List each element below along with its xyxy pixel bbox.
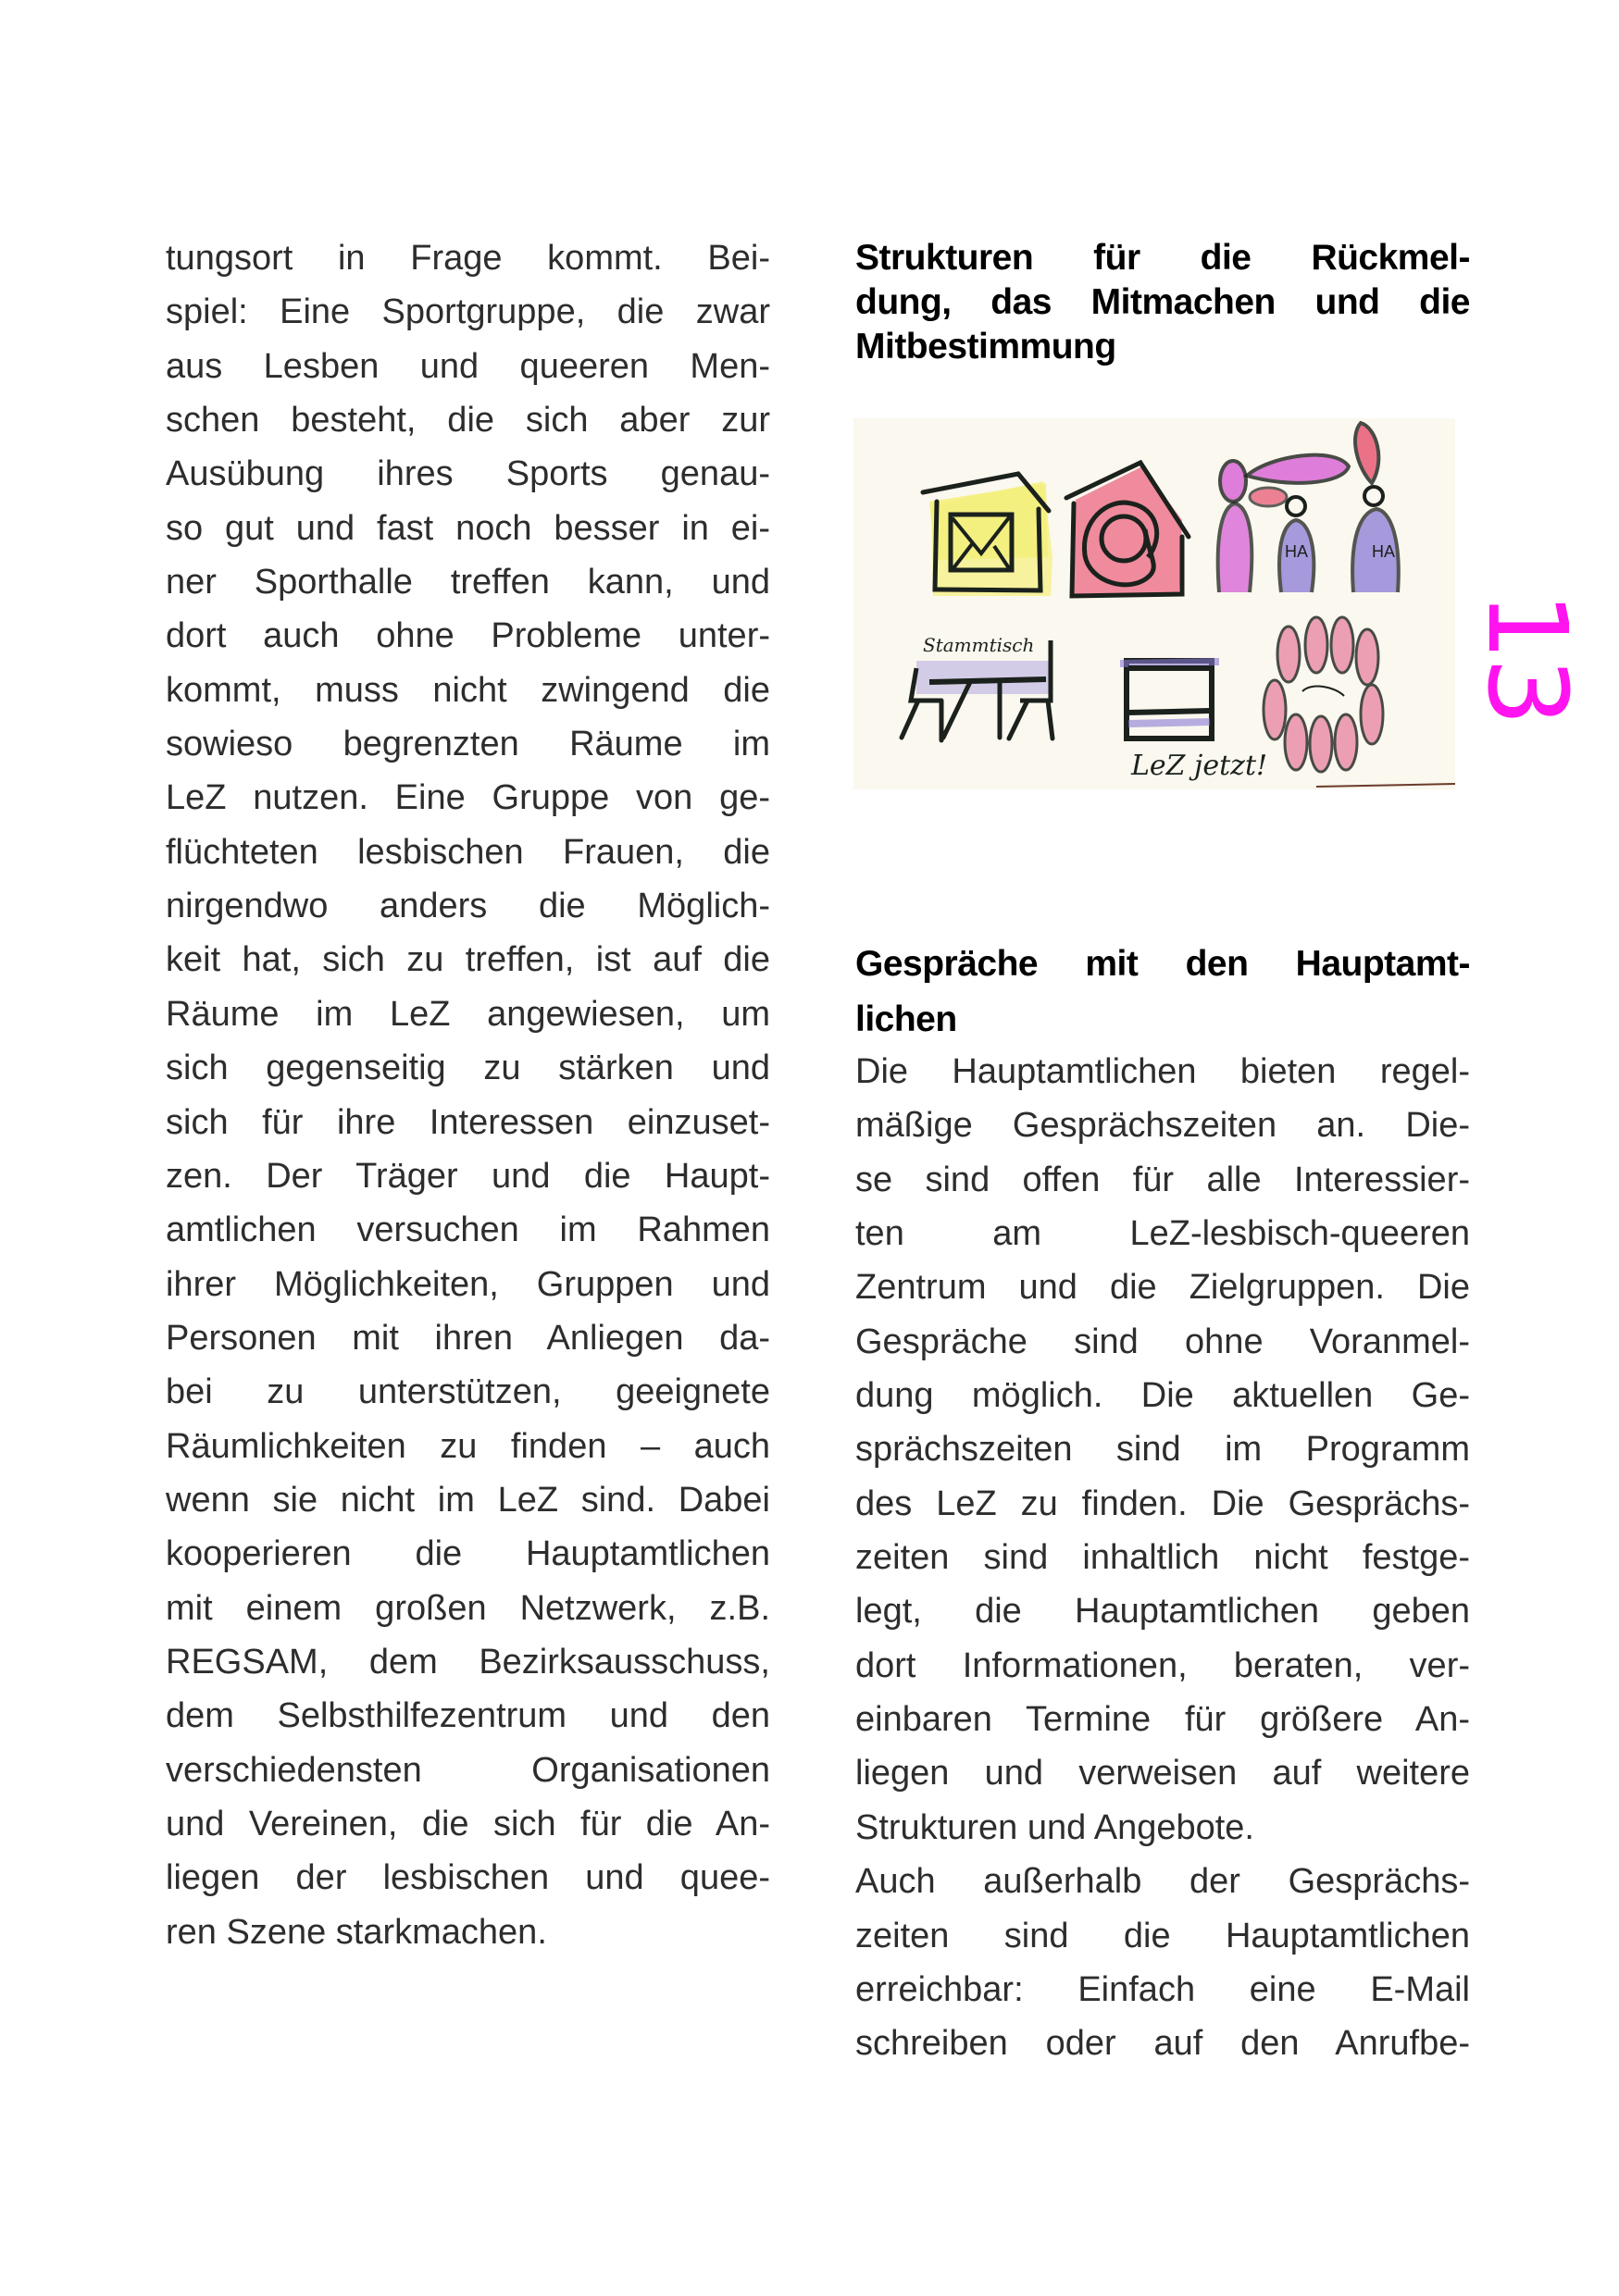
picture-lettering: LeZ jetzt! xyxy=(1131,750,1268,782)
text-line: schreiben oder auf den Anrufbe- xyxy=(855,2024,1470,2064)
picture-lettering: HA xyxy=(1372,542,1396,561)
text-line: Räumlichkeiten zu finden – auch xyxy=(166,1426,770,1466)
text-line: zen. Der Träger und die Haupt- xyxy=(166,1156,770,1196)
text-line: LeZ nutzen. Eine Gruppe von ge- xyxy=(166,778,770,818)
heading-line: dung, das Mitmachen und die xyxy=(855,282,1470,322)
text-line: einbaren Termine für größere An- xyxy=(855,1700,1470,1740)
text-line: sich gegenseitig zu stärken und xyxy=(166,1049,770,1088)
text-line: bei zu unterstützen, geeignete xyxy=(166,1372,770,1412)
text-line: verschiedensten Organisationen xyxy=(166,1750,770,1790)
text-line: liegen und verweisen auf weitere xyxy=(855,1754,1470,1793)
text-line: schen besteht, die sich aber zur xyxy=(166,401,770,441)
text-line: kommt, muss nicht zwingend die xyxy=(166,670,770,710)
text-line: Ausübung ihres Sports genau- xyxy=(166,454,770,494)
text-line: sich für ihre Interessen einzuset- xyxy=(166,1102,770,1142)
text-line: dem Selbsthilfezentrum und den xyxy=(166,1696,770,1736)
text-line: Gespräche sind ohne Voranmel- xyxy=(855,1322,1470,1361)
illustration-photo xyxy=(853,418,1455,789)
text-line: Die Hauptamtlichen bieten regel- xyxy=(855,1052,1470,1091)
text-line: ren Szene starkmachen. xyxy=(166,1912,547,1952)
text-line: REGSAM, dem Bezirksausschuss, xyxy=(166,1642,770,1682)
text-line: ihrer Möglichkeiten, Gruppen und xyxy=(166,1264,770,1304)
text-line: zeiten sind inhaltlich nicht festge- xyxy=(855,1538,1470,1578)
picture-lettering: Stammtisch xyxy=(923,634,1035,656)
heading-line: Strukturen für die Rückmel- xyxy=(855,238,1470,278)
text-line: des LeZ zu finden. Die Gesprächs- xyxy=(855,1483,1470,1523)
text-line: Auch außerhalb der Gesprächs- xyxy=(855,1862,1470,1902)
text-line: zeiten sind die Hauptamtlichen xyxy=(855,1916,1470,1955)
text-line: Personen mit ihren Anliegen da- xyxy=(166,1318,770,1358)
page-number xyxy=(1463,590,1591,724)
text-line: Zentrum und die Zielgruppen. Die xyxy=(855,1268,1470,1308)
text-line: amtlichen versuchen im Rahmen xyxy=(166,1210,770,1250)
left-column-text xyxy=(166,231,770,1959)
heading-line: Gespräche mit den Hauptamt- xyxy=(855,944,1470,984)
text-line: kooperieren die Hauptamtlichen xyxy=(166,1534,770,1574)
text-line: keit hat, sich zu treffen, ist auf die xyxy=(166,940,770,980)
text-line: ner Sporthalle treffen kann, und xyxy=(166,563,770,602)
right-column-text xyxy=(855,1045,1470,2071)
section-heading-talks-with-staff xyxy=(855,937,1470,1048)
text-line: legt, die Hauptamtlichen geben xyxy=(855,1592,1470,1632)
text-line: nirgendwo anders die Möglich- xyxy=(166,887,770,926)
text-line: tungsort in Frage kommt. Bei- xyxy=(166,239,770,278)
text-line: sowieso begrenzten Räume im xyxy=(166,725,770,764)
hand-drawn-icons-illustration xyxy=(853,418,1455,789)
text-line: Strukturen und Angebote. xyxy=(855,1807,1254,1847)
text-line: mit einem großen Netzwerk, z.B. xyxy=(166,1588,770,1628)
text-line: sprächszeiten sind im Programm xyxy=(855,1430,1470,1470)
text-line: se sind offen für alle Interessier- xyxy=(855,1160,1470,1199)
text-line: flüchteten lesbischen Frauen, die xyxy=(166,832,770,872)
page-number-text: 13 xyxy=(1463,590,1591,724)
heading-line: Mitbestimmung xyxy=(855,327,1116,366)
text-line: dort auch ohne Probleme unter- xyxy=(166,616,770,656)
text-line: liegen der lesbischen und quee- xyxy=(166,1858,770,1898)
text-line: ten am LeZ-lesbisch-queeren xyxy=(855,1214,1470,1254)
text-line: mäßige Gesprächszeiten an. Die- xyxy=(855,1106,1470,1146)
text-line: spiel: Eine Sportgruppe, die zwar xyxy=(166,292,770,332)
text-line: erreichbar: Einfach eine E-Mail xyxy=(855,1969,1470,2009)
picture-lettering: HA xyxy=(1285,542,1309,561)
text-line: und Vereinen, die sich für die An- xyxy=(166,1804,770,1843)
text-line: Räume im LeZ angewiesen, um xyxy=(166,994,770,1034)
text-line: dung möglich. Die aktuellen Ge- xyxy=(855,1376,1470,1416)
text-line: so gut und fast noch besser in ei- xyxy=(166,508,770,548)
text-line: wenn sie nicht im LeZ sind. Dabei xyxy=(166,1480,770,1520)
section-heading-feedback-structures xyxy=(855,236,1470,369)
heading-line: lichen xyxy=(855,999,957,1039)
text-line: dort Informationen, beraten, ver- xyxy=(855,1645,1470,1685)
text-line: aus Lesben und queeren Men- xyxy=(166,346,770,386)
